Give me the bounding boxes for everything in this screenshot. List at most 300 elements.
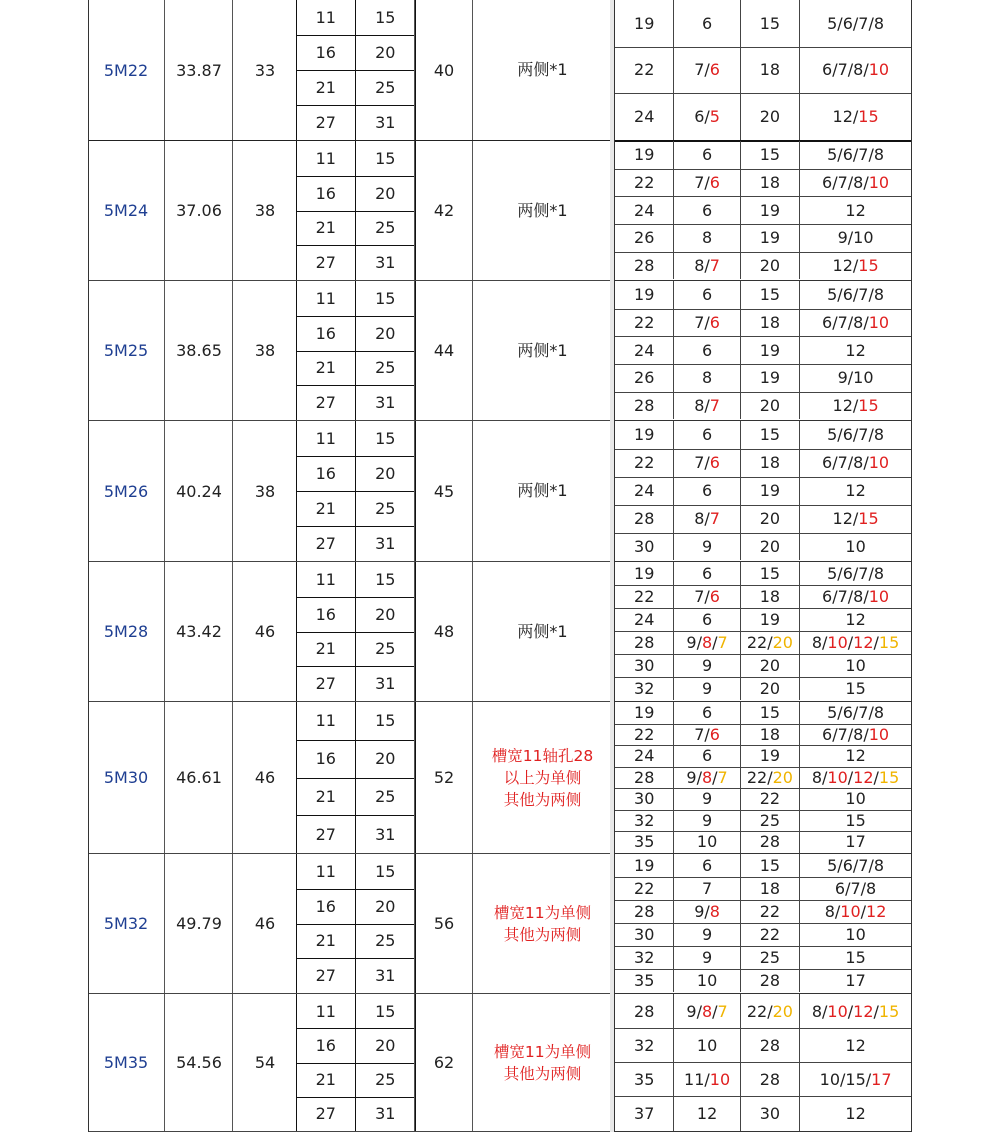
set-screw-sizes	[800, 252, 911, 280]
value-text: 28	[759, 971, 781, 991]
note-line: 其他为两侧	[503, 1064, 582, 1083]
pulley-width: 31	[375, 1104, 396, 1124]
value-text: /	[847, 767, 854, 787]
set-screw-sizes	[800, 47, 911, 94]
shaft-bore	[615, 562, 674, 585]
hub-length	[741, 1028, 800, 1062]
value-text: 25	[759, 810, 781, 830]
shaft-bore	[615, 392, 674, 420]
set-screw-sizes	[800, 877, 911, 900]
highlight-red: 12	[853, 633, 874, 653]
value-text: 30	[759, 1103, 781, 1123]
bore-group	[615, 421, 911, 562]
pulley-width: 25	[375, 499, 396, 518]
value-text: 20	[759, 106, 781, 126]
value-text: 15	[845, 948, 866, 968]
hub-length	[741, 196, 800, 224]
width-row	[297, 281, 415, 317]
value-text: 5/6/7/8	[827, 564, 885, 584]
value-text: 9	[701, 789, 713, 809]
note-line: 两侧*1	[517, 481, 568, 500]
shaft-bore	[615, 810, 674, 832]
value-text: 12	[845, 746, 866, 766]
note-line: 槽宽11轴孔28	[491, 746, 594, 765]
set-screw-sizes	[800, 364, 911, 392]
pulley-width: 20	[375, 896, 396, 916]
width-row	[297, 1097, 415, 1131]
bore-row	[615, 654, 911, 678]
bore-row	[615, 677, 911, 700]
keyway-width	[674, 169, 740, 197]
value-text: 32	[634, 1035, 655, 1055]
belt-width: 27	[297, 815, 356, 853]
value-text: 22	[634, 313, 655, 333]
pulley-width: 15	[375, 429, 396, 448]
hub-length	[741, 336, 800, 364]
set-screw-sizes	[800, 810, 911, 832]
value-text: 15	[845, 810, 866, 830]
value-text: 9/10	[837, 228, 874, 248]
hub-length	[741, 562, 800, 585]
main-spec-table	[88, 0, 612, 1132]
hub-length	[741, 224, 800, 252]
bore-row	[615, 93, 911, 140]
hub-length	[741, 608, 800, 631]
value-text: 19	[759, 200, 781, 220]
value-text: 24	[634, 746, 655, 766]
highlight-red: 6	[709, 313, 720, 333]
pulley-width: 15	[375, 148, 396, 168]
keyway-width	[674, 505, 740, 533]
highlight-yellow: 7	[717, 767, 728, 787]
note-line: 两侧*1	[517, 200, 568, 220]
value-text: 9	[701, 810, 713, 830]
set-screw-sizes	[800, 449, 911, 477]
belt-width: 11	[297, 562, 356, 597]
width-subtable	[296, 562, 416, 701]
highlight-red: 10	[868, 60, 890, 80]
highlight-yellow: 20	[772, 767, 793, 787]
width-subtable	[296, 281, 416, 420]
hub-length	[741, 854, 800, 877]
bore-row	[615, 449, 911, 478]
bore-group	[615, 702, 911, 854]
bore-row	[615, 1028, 911, 1063]
bore-row	[615, 309, 911, 338]
pulley-width: 20	[375, 464, 396, 483]
width-row	[297, 211, 415, 247]
width-row	[297, 562, 415, 598]
mounting-note	[472, 702, 612, 853]
highlight-red: 15	[858, 256, 879, 276]
set-screw-sizes	[800, 654, 911, 677]
bore-group	[615, 0, 911, 142]
value-text: 5/6/7/8	[827, 13, 885, 33]
value-text: 6/7/8/	[822, 724, 869, 744]
highlight-yellow: 20	[772, 1001, 793, 1021]
hub-length	[741, 252, 800, 280]
value-text: 30	[634, 656, 655, 676]
outer-diameter: 38	[232, 281, 297, 420]
value-text: 6	[701, 13, 713, 33]
pulley-width: 15	[375, 861, 396, 881]
shaft-bore	[615, 309, 674, 337]
belt-width: 16	[297, 1028, 356, 1062]
value-text: 18	[759, 60, 781, 80]
shaft-bore	[615, 1028, 674, 1062]
value-text: 6/	[694, 106, 710, 126]
value-text: /	[860, 902, 867, 922]
highlight-yellow: 7	[717, 1001, 728, 1021]
mounting-note	[472, 994, 612, 1131]
value-text: 8	[701, 228, 713, 248]
keyway-width	[674, 364, 740, 392]
value-text: 35	[634, 832, 655, 852]
keyway-width	[674, 141, 740, 169]
value-text: 10	[696, 832, 718, 852]
width-row	[297, 35, 415, 71]
value-text: /	[712, 1001, 718, 1021]
set-screw-sizes	[800, 923, 911, 946]
value-text: 6/7/8/	[822, 587, 869, 607]
mounting-note	[472, 141, 612, 280]
keyway-width	[674, 767, 740, 789]
set-screw-sizes	[800, 788, 911, 810]
value-text: 24	[634, 481, 655, 501]
value-text: 12	[845, 610, 866, 630]
highlight-red: 15	[858, 106, 879, 126]
value-text: 19	[634, 285, 655, 305]
value-text: 10	[696, 1035, 718, 1055]
value-text: 22	[759, 789, 781, 809]
value-text: 8/	[811, 1001, 828, 1021]
value-text: 26	[634, 228, 655, 248]
bore-row	[615, 877, 911, 901]
highlight-red: 10	[868, 724, 890, 744]
shaft-bore	[615, 745, 674, 767]
shaft-bore	[615, 994, 674, 1028]
set-screw-sizes	[800, 702, 911, 724]
value-text: 30	[634, 789, 655, 809]
hub-length	[741, 421, 800, 449]
belt-width: 11	[297, 0, 356, 35]
hub-length	[741, 477, 800, 505]
width-row	[297, 0, 415, 36]
bore-row	[615, 47, 911, 95]
value-text: 6/7/8/	[822, 173, 869, 193]
value-text: /	[712, 633, 718, 653]
keyway-width	[674, 994, 740, 1028]
pitch-diameter: 37.06	[164, 141, 233, 280]
shaft-bore	[615, 533, 674, 561]
set-screw-sizes	[800, 831, 911, 853]
value-text: 15	[759, 856, 781, 876]
set-screw-sizes	[800, 421, 911, 449]
value-text: /	[873, 1001, 879, 1021]
shaft-bore	[615, 702, 674, 724]
bore-row	[615, 788, 911, 811]
value-text: 28	[759, 1035, 781, 1055]
set-screw-sizes	[800, 631, 911, 654]
value-text: 24	[634, 200, 655, 220]
bore-row	[615, 724, 911, 747]
width-row	[297, 740, 415, 779]
width-subtable	[296, 702, 416, 853]
highlight-red: 10	[868, 313, 890, 333]
shaft-bore	[615, 281, 674, 309]
width-row	[297, 597, 415, 633]
outer-diameter: 46	[232, 702, 297, 853]
pulley-width: 25	[375, 78, 396, 97]
keyway-width	[674, 252, 740, 280]
value-text: 9	[701, 656, 713, 676]
highlight-red: 10	[827, 767, 848, 787]
highlight-red: 10	[840, 902, 861, 922]
value-text: 9	[701, 679, 713, 699]
width-row	[297, 632, 415, 668]
width-row	[297, 666, 415, 701]
bore-row	[615, 0, 911, 48]
highlight-red: 6	[709, 587, 720, 607]
keyway-width	[674, 854, 740, 877]
value-text: 10/15/	[819, 1069, 872, 1089]
highlight-red: 12	[853, 767, 874, 787]
width-subtable	[296, 141, 416, 280]
note-lines	[494, 902, 591, 946]
value-text: 8/	[811, 767, 828, 787]
value-text: 22	[759, 925, 781, 945]
value-text: 18	[759, 173, 781, 193]
value-text: 28	[634, 256, 655, 276]
value-text: 6	[701, 481, 713, 501]
keyway-width	[674, 923, 740, 946]
keyway-width	[674, 421, 740, 449]
highlight-red: 17	[871, 1069, 892, 1089]
highlight-red: 8	[701, 1001, 713, 1021]
keyway-width	[674, 877, 740, 900]
belt-width: 27	[297, 958, 356, 993]
model-group	[89, 702, 611, 854]
bore-row	[615, 969, 911, 992]
value-text: 7/	[694, 724, 710, 744]
value-text: 17	[845, 832, 866, 852]
value-text: 24	[634, 106, 655, 126]
model-name: 5M26	[103, 481, 149, 501]
bore-row	[615, 745, 911, 768]
width-row	[297, 526, 415, 561]
highlight-red: 15	[858, 396, 879, 416]
value-text: 22/	[746, 767, 773, 787]
highlight-red: 10	[868, 173, 890, 193]
shaft-bore	[615, 900, 674, 923]
value-text: 20	[759, 537, 781, 557]
highlight-yellow: 7	[717, 633, 728, 653]
value-text: 28	[759, 832, 781, 852]
value-text: 28	[634, 902, 655, 922]
shaft-bore	[615, 252, 674, 280]
bore-row	[615, 336, 911, 365]
belt-width: 16	[297, 597, 356, 632]
belt-width: 11	[297, 281, 356, 316]
value-text: 15	[759, 425, 781, 445]
pulley-width: 25	[375, 786, 396, 806]
flange-diameter: 62	[414, 994, 473, 1131]
note-line: 槽宽11为单侧	[493, 903, 592, 922]
belt-width: 21	[297, 778, 356, 816]
belt-width: 21	[297, 351, 356, 386]
model-name: 5M25	[103, 341, 149, 360]
hub-length	[741, 831, 800, 853]
pulley-width: 25	[375, 639, 396, 659]
value-text: 28	[634, 767, 655, 787]
highlight-red: 8	[701, 767, 713, 787]
belt-width: 16	[297, 35, 356, 70]
width-row	[297, 889, 415, 925]
belt-width: 11	[297, 994, 356, 1028]
value-text: 25	[759, 948, 781, 968]
hub-length	[741, 788, 800, 810]
keyway-width	[674, 392, 740, 420]
value-text: 9/	[686, 633, 702, 653]
value-text: 9	[701, 537, 713, 557]
value-text: 30	[634, 537, 655, 557]
set-screw-sizes	[800, 141, 911, 169]
value-text: 18	[759, 453, 781, 473]
note-lines	[517, 340, 567, 362]
shaft-bore	[615, 767, 674, 789]
width-row	[297, 456, 415, 492]
value-text: /	[712, 767, 718, 787]
value-text: 24	[634, 340, 655, 360]
bore-group	[615, 281, 911, 421]
set-screw-sizes	[800, 93, 911, 140]
keyway-width	[674, 831, 740, 853]
value-text: 22/	[746, 633, 773, 653]
belt-width: 16	[297, 456, 356, 491]
note-line: 两侧*1	[517, 621, 568, 641]
shaft-bore	[615, 585, 674, 608]
value-text: 8/	[694, 396, 710, 416]
keyway-width	[674, 309, 740, 337]
width-row	[297, 316, 415, 352]
belt-width: 16	[297, 316, 356, 351]
mounting-note	[472, 854, 612, 993]
bore-group	[615, 562, 911, 702]
value-text: 19	[634, 564, 655, 584]
pulley-width: 31	[375, 113, 396, 132]
value-text: 6/7/8	[834, 879, 877, 899]
value-text: 18	[759, 587, 781, 607]
bore-row	[615, 994, 911, 1029]
model-group	[89, 421, 611, 562]
outer-diameter: 38	[232, 421, 297, 561]
value-text: 7/	[694, 313, 710, 333]
value-text: 6/7/8/	[822, 60, 869, 80]
highlight-red: 10	[868, 587, 890, 607]
pulley-width: 15	[375, 8, 396, 27]
pulley-width: 31	[375, 674, 396, 694]
value-text: 15	[759, 703, 781, 723]
shaft-bore	[615, 421, 674, 449]
keyway-width	[674, 745, 740, 767]
belt-width: 11	[297, 854, 356, 889]
belt-width: 27	[297, 666, 356, 701]
pulley-width: 25	[375, 931, 396, 951]
note-line: 其他为两侧	[503, 925, 582, 944]
belt-width: 27	[297, 526, 356, 561]
value-text: 9	[701, 925, 713, 945]
value-text: 6	[701, 856, 713, 876]
width-subtable	[296, 0, 416, 140]
value-text: 10	[696, 971, 718, 991]
value-text: 15	[845, 679, 866, 699]
value-text: 20	[759, 679, 781, 699]
value-text: 22	[634, 60, 655, 80]
value-text: 7/	[694, 60, 710, 80]
value-text: 6/7/8/	[822, 453, 869, 473]
model-group	[89, 994, 611, 1132]
value-text: 6	[701, 145, 713, 165]
width-row	[297, 105, 415, 140]
outer-diameter: 33	[232, 0, 297, 140]
value-text: 28	[634, 1001, 655, 1021]
value-text: 10	[845, 537, 866, 557]
pitch-diameter: 33.87	[164, 0, 233, 140]
bore-row	[615, 505, 911, 534]
set-screw-sizes	[800, 1062, 911, 1096]
model-name: 5M30	[103, 768, 149, 787]
bore-row	[615, 533, 911, 561]
bore-row	[615, 281, 911, 310]
highlight-red: 10	[827, 633, 848, 653]
hub-length	[741, 767, 800, 789]
hub-length	[741, 585, 800, 608]
bore-group	[615, 854, 911, 994]
set-screw-sizes	[800, 0, 911, 47]
value-text: 10	[845, 925, 866, 945]
value-text: 9	[701, 948, 713, 968]
highlight-red: 8	[701, 633, 713, 653]
shaft-bore	[615, 631, 674, 654]
bore-row	[615, 608, 911, 632]
shaft-bore	[615, 196, 674, 224]
width-row	[297, 854, 415, 890]
width-row	[297, 958, 415, 993]
bore-row	[615, 421, 911, 450]
value-text: 10	[845, 656, 866, 676]
keyway-width	[674, 0, 740, 47]
width-row	[297, 176, 415, 212]
mounting-note	[472, 421, 612, 561]
set-screw-sizes	[800, 281, 911, 309]
keyway-width	[674, 631, 740, 654]
value-text: 28	[759, 1069, 781, 1089]
keyway-width	[674, 196, 740, 224]
value-text: 12	[845, 1103, 866, 1123]
value-text: 15	[759, 285, 781, 305]
value-text: 8/	[694, 509, 710, 529]
value-text: 7/	[694, 173, 710, 193]
note-lines	[517, 621, 567, 643]
belt-width: 21	[297, 211, 356, 246]
keyway-width	[674, 900, 740, 923]
width-subtable	[296, 421, 416, 561]
value-text: 6	[701, 746, 713, 766]
hub-length	[741, 392, 800, 420]
bore-row	[615, 562, 911, 586]
belt-width: 11	[297, 141, 356, 176]
width-row	[297, 141, 415, 177]
